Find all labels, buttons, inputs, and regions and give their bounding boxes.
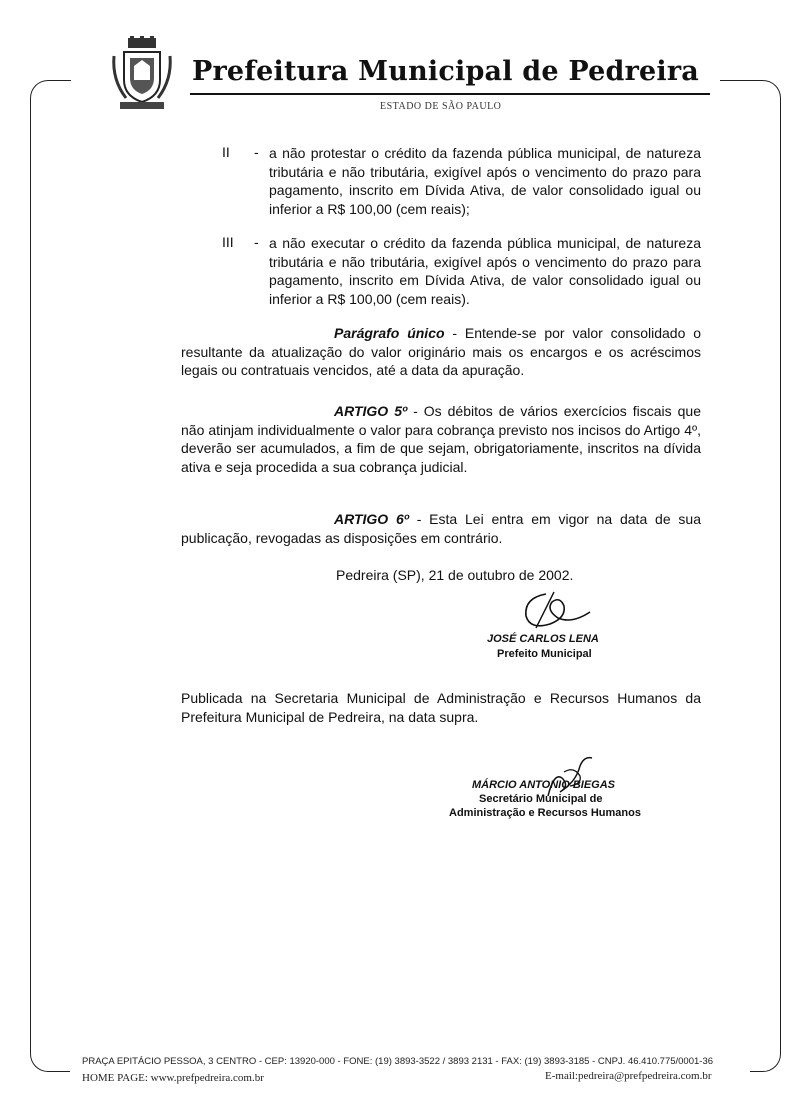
secretary-name: MÁRCIO ANTONIO BIEGAS (472, 779, 616, 791)
state-subtitle: ESTADO DE SÃO PAULO (380, 101, 502, 112)
page-frame-left (30, 80, 71, 1072)
date-line: Pedreira (SP), 21 de outubro de 2002. (336, 567, 574, 583)
artigo-6-label: ARTIGO 6º (334, 511, 409, 527)
paragrafo-unico-text: - Entende-se por valor consolidado o resultante da atualização do valor originário mais os encargos e os acréscimos legais ou contratuais vencidos, até a data da apuração. (181, 325, 701, 378)
item-dash: - (254, 144, 259, 160)
artigo-5-text: - Os débitos de vários exercícios fiscais que não atinjam individualmente o valor para cobrança previsto nos incisos do Artigo 4º, deverão ser acumulados, a fim de que sejam, obrigatoriamente, inscritos na dívida ativa e seja procedida a sua cobrança judicial. (181, 403, 701, 475)
mayor-signature-icon (506, 588, 598, 636)
footer-homepage: HOME PAGE: www.prefpedreira.com.br (82, 1072, 264, 1084)
item-numeral: II (222, 144, 230, 160)
footer-address: PRAÇA EPITÁCIO PESSOA, 3 CENTRO - CEP: 13920-000 - FONE: (19) 3893-3522 / 3893 2131 - FAX: (19) 3893-3185 - CNPJ. 46.410.775/0001-36 (82, 1056, 714, 1067)
item-text: a não protestar o crédito da fazenda pública municipal, de natureza tributária e não tributária, exigível após o vencimento do prazo para pagamento, inscrito em Dívida Ativa, de valor consolidado igual ou inferior a R$ 100,00 (cem reais); (269, 145, 701, 217)
municipal-coat-of-arms-icon (110, 36, 174, 112)
page-title: Prefeitura Municipal de Pedreira (192, 56, 699, 87)
page-frame-right (720, 80, 781, 1072)
paragrafo-unico (181, 324, 701, 380)
artigo-6-text: - Esta Lei entra em vigor na data de sua publicação, revogadas as disposições em contrário. (181, 511, 701, 546)
header-rule (190, 93, 710, 95)
footer-email: E-mail:pedreira@prefpedreira.com.br (545, 1070, 712, 1082)
artigo-5-label: ARTIGO 5º (334, 403, 408, 419)
item-text: a não executar o crédito da fazenda pública municipal, de natureza tributária e não tributária, exigível após o vencimento do prazo para pagamento, inscrito em Dívida Ativa, de valor consolidado igual ou inferior a R$ 100,00 (cem reais). (269, 235, 701, 307)
paragrafo-unico-label: Parágrafo único (334, 325, 445, 341)
mayor-role: Prefeito Municipal (497, 648, 592, 660)
secretary-department: Administração e Recursos Humanos (449, 807, 641, 819)
mayor-name: JOSÉ CARLOS LENA (487, 633, 599, 645)
artigo-6 (181, 510, 701, 547)
item-dash: - (254, 234, 259, 250)
publication-note: Publicada na Secretaria Municipal de Administração e Recursos Humanos da Prefeitura Municipal de Pedreira, na data supra. (181, 690, 701, 725)
artigo-5 (181, 402, 701, 476)
secretary-role: Secretário Municipal de (479, 793, 603, 805)
item-numeral: III (222, 234, 234, 250)
